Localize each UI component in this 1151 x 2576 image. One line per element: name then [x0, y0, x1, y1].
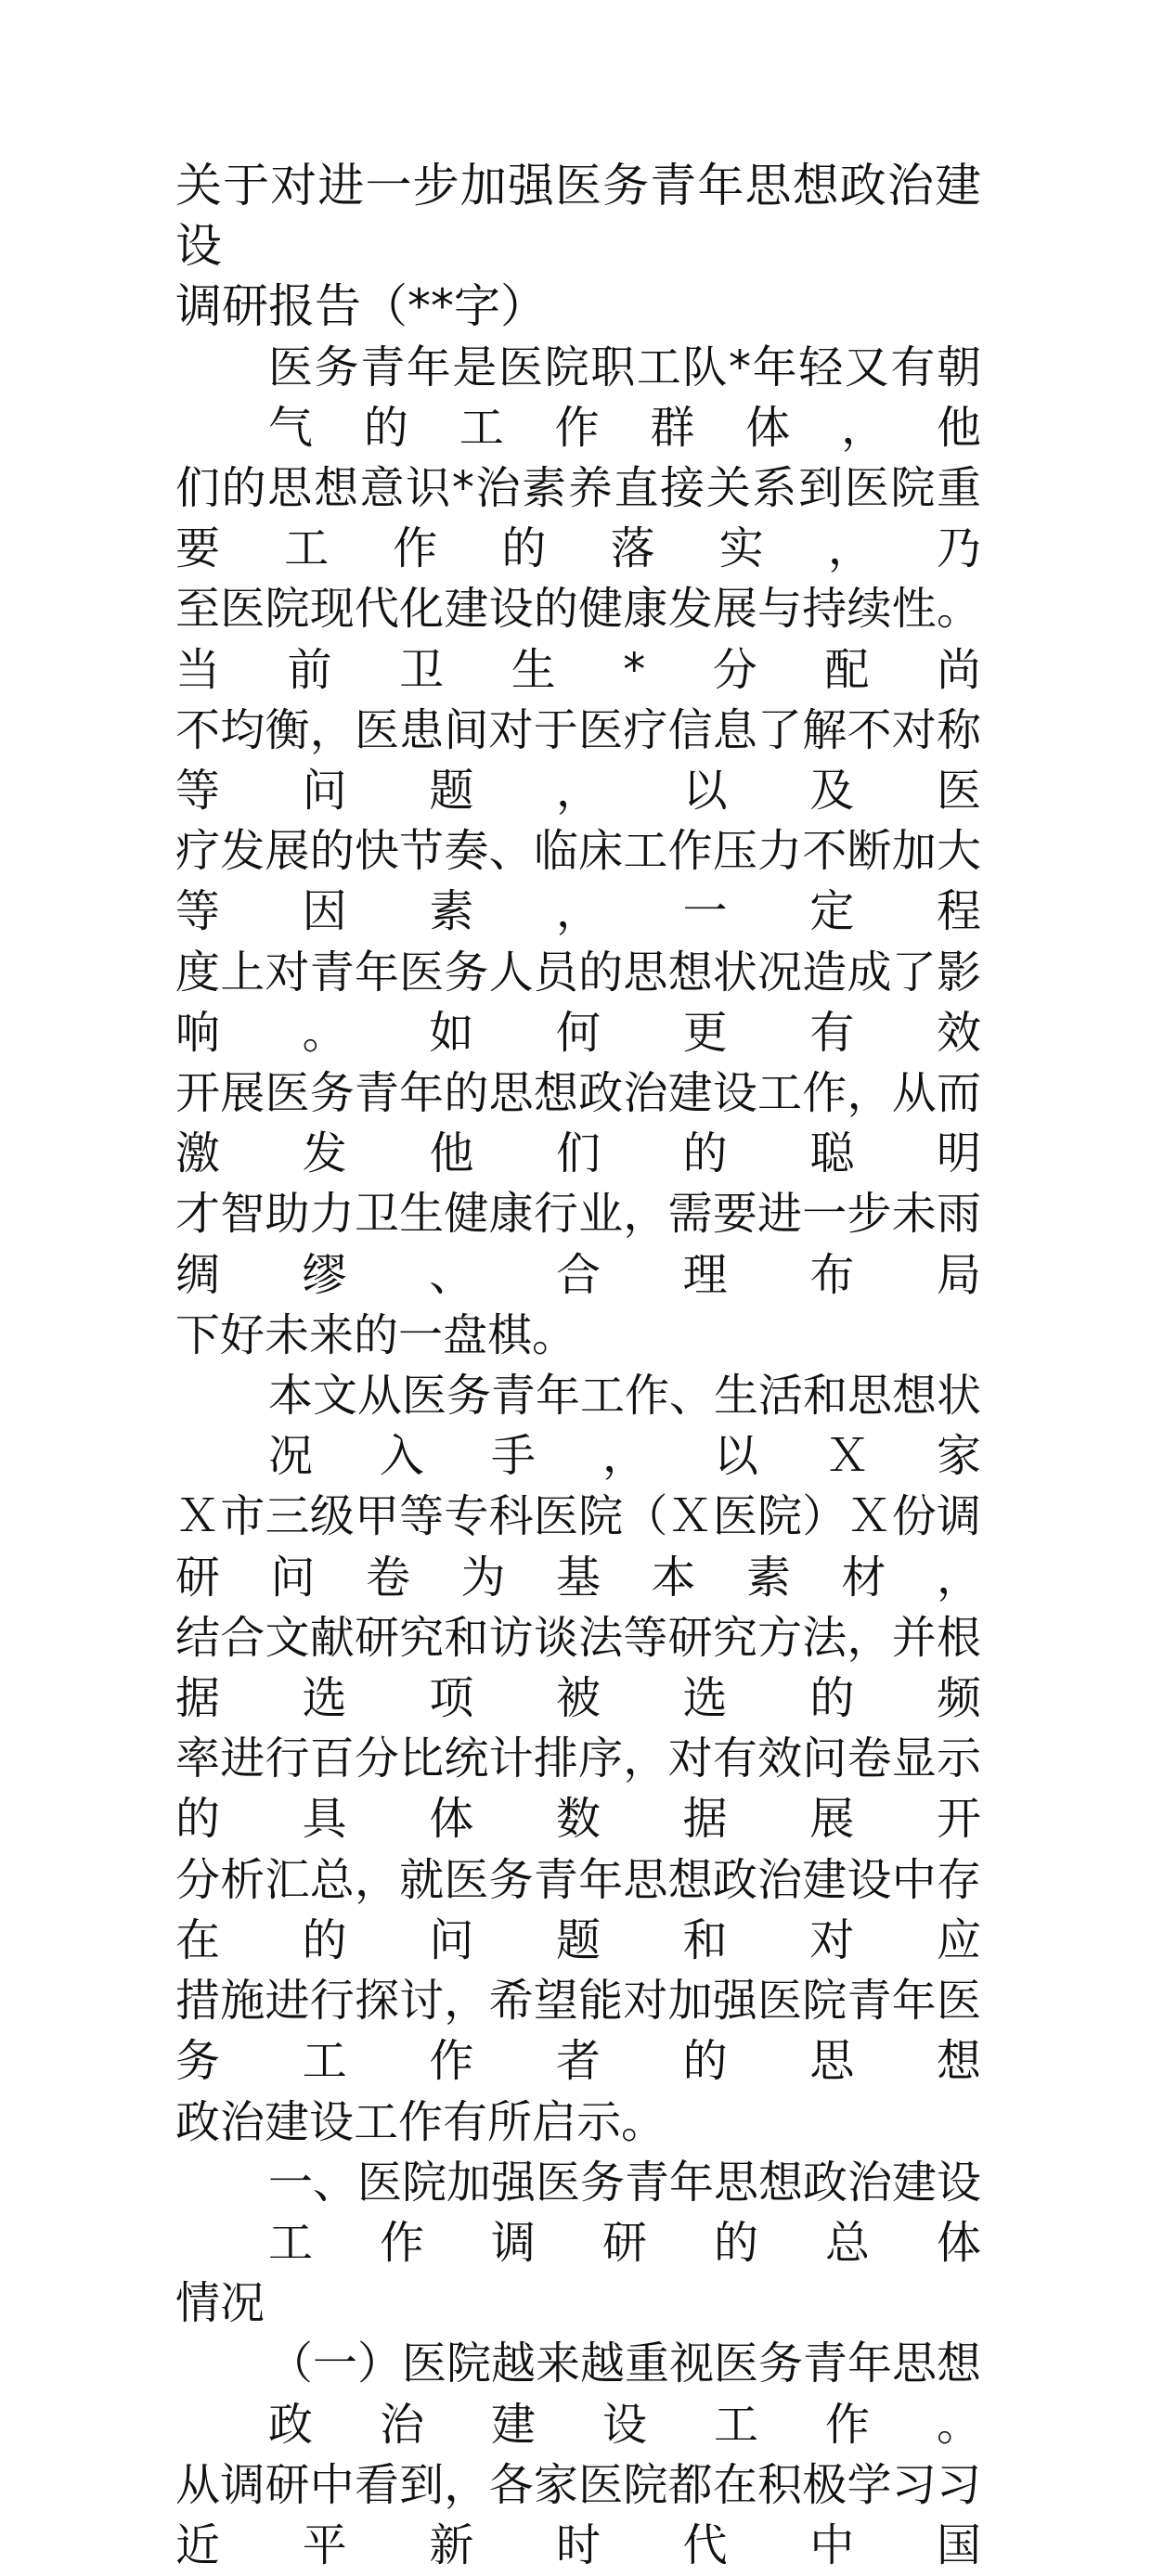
- paragraph-line: 情况: [175, 2277, 265, 2330]
- paragraph-line: 分析汇总，就医务青年思想政治建设中存在的问题和对应: [175, 1853, 981, 1966]
- paragraph-line: 医务青年是医院职工队*年轻又有朝气的工作群体，他: [268, 341, 981, 454]
- paragraph-line: 不均衡，医患间对于医疗信息了解不对称等问题，以及医: [175, 703, 981, 818]
- document-page: [175, 156, 981, 2576]
- paragraph-line: 疗发展的快节奏、临床工作压力不断加大等因素，一定程: [175, 825, 981, 938]
- paragraph-line: 才智助力卫生健康行业，需要进一步未雨绸缪、合理布局: [175, 1188, 981, 1301]
- paragraph-line: 从调研中看到，各家医院都在积极学习习近平新时代中国: [175, 2458, 981, 2571]
- document-body: [175, 338, 981, 2576]
- intro-paragraph: [175, 338, 981, 1366]
- method-paragraph: [175, 1366, 981, 2153]
- title-line: 关于对进一步加强医务青年思想政治建设: [175, 159, 981, 274]
- paragraph-line: 政治建设工作有所启示。: [175, 2095, 666, 2148]
- paragraph-line: 开展医务青年的思想政治建设工作，从而激发他们的聪明: [175, 1067, 981, 1180]
- title-line: 调研报告（**字）: [175, 279, 547, 334]
- section-heading-1: [175, 2153, 981, 2335]
- paragraph-line: 下好未来的一盘棋。: [175, 1308, 577, 1361]
- subsection-heading-1: [175, 2334, 981, 2576]
- paragraph-line: 一、医院加强医务青年思想政治建设工作调研的总体: [268, 2156, 982, 2269]
- paragraph-line: 措施进行探讨，希望能对加强医院青年医务工作者的思想: [175, 1975, 981, 2088]
- paragraph-line: 结合文献研究和访谈法等研究方法，并根据选项被选的频: [175, 1611, 981, 1725]
- document-title: [175, 156, 981, 338]
- paragraph-line: 度上对青年医务人员的思想状况造成了影响。如何更有效: [175, 946, 981, 1059]
- paragraph-line: 至医院现代化建设的健康发展与持续性。当前卫生*分配尚: [175, 583, 981, 696]
- paragraph-line: 率进行百分比统计排序，对有效问卷显示的具体数据展开: [175, 1732, 981, 1846]
- paragraph-line: Ｘ市三级甲等专科医院（Ｘ医院）Ｘ份调研问卷为基本素材，: [175, 1490, 981, 1604]
- paragraph-line: 们的思想意识*治素养直接关系到医院重要工作的落实，乃: [175, 462, 981, 575]
- paragraph-line: （一）医院越来越重视医务青年思想政治建设工作。: [268, 2338, 982, 2451]
- paragraph-line: 本文从医务青年工作、生活和思想状况入手，以Ｘ家: [268, 1370, 982, 1483]
